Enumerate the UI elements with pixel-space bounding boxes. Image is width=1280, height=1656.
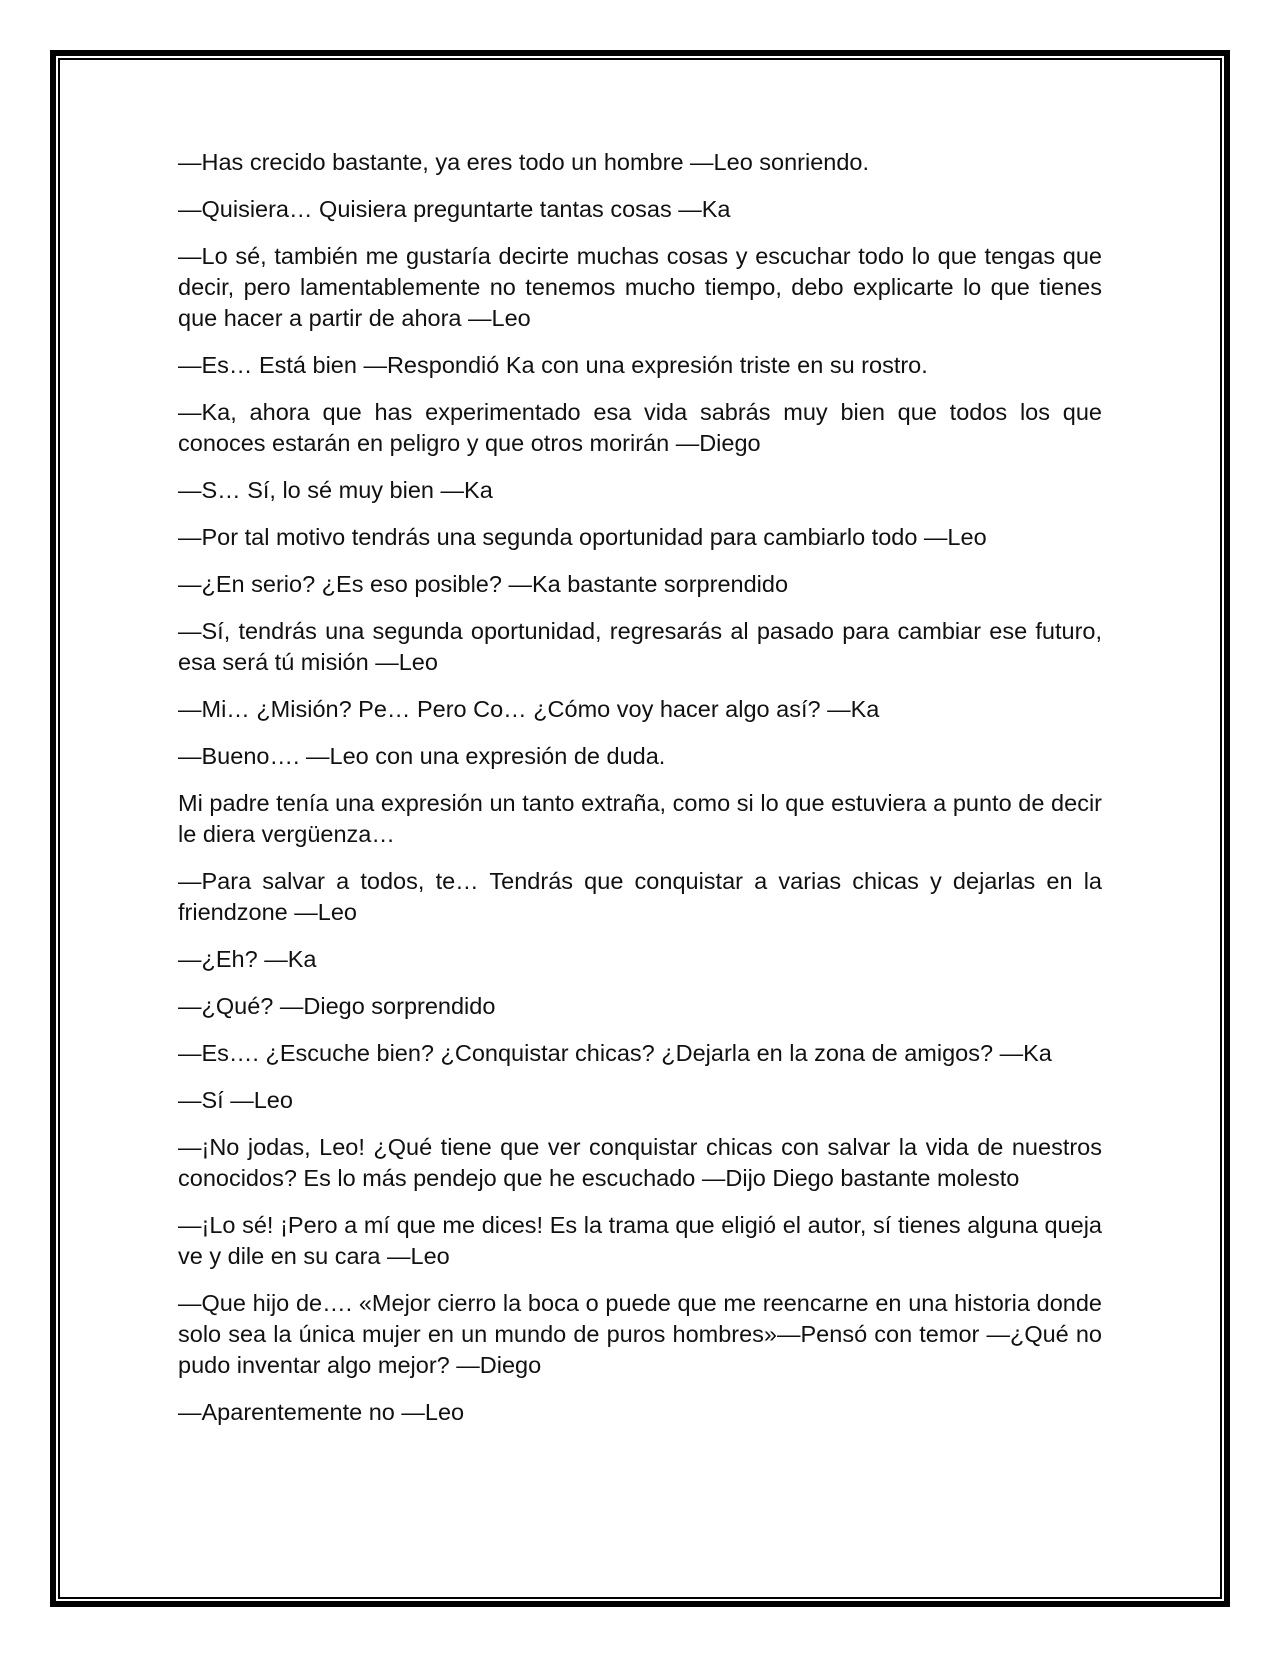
paragraph: —¿En serio? ¿Es eso posible? —Ka bastante sorprendido	[178, 571, 789, 597]
paragraph: —Aparentemente no —Leo	[178, 1399, 465, 1425]
paragraph: —Que hijo de…. «Mejor cierro la boca o puede que me reencarne en una historia donde solo sea la única mujer en un mundo de puros hombres»—Pensó con temor —¿Qué no pudo inventar algo mejor? —Diego	[178, 1290, 1102, 1378]
paragraph: —Es… Está bien —Respondió Ka con una expresión triste en su rostro.	[178, 352, 928, 378]
paragraph: —Mi… ¿Misión? Pe… Pero Co… ¿Cómo voy hacer algo así? —Ka	[178, 696, 880, 722]
paragraph: —Ka, ahora que has experimentado esa vida sabrás muy bien que todos los que conoces estarán en peligro y que otros morirán —Diego	[178, 399, 1102, 456]
paragraph: —¡No jodas, Leo! ¿Qué tiene que ver conquistar chicas con salvar la vida de nuestros conocidos? Es lo más pendejo que he escuchado —Dijo Diego bastante molesto	[178, 1134, 1102, 1191]
paragraph: —Lo sé, también me gustaría decirte muchas cosas y escuchar todo lo que tengas que decir, pero lamentablemente no tenemos mucho tiempo, debo explicarte lo que tienes que hacer a partir de ahora —Leo	[178, 243, 1102, 331]
paragraph: —¿Qué? —Diego sorprendido	[178, 993, 496, 1019]
paragraph: —Bueno…. —Leo con una expresión de duda.	[178, 743, 666, 769]
paragraph: —Para salvar a todos, te… Tendrás que conquistar a varias chicas y dejarlas en la friendzone —Leo	[178, 868, 1102, 925]
paragraph: —Es…. ¿Escuche bien? ¿Conquistar chicas? ¿Dejarla en la zona de amigos? —Ka	[178, 1040, 1052, 1066]
paragraph: Mi padre tenía una expresión un tanto extraña, como si lo que estuviera a punto de decir le diera vergüenza…	[178, 790, 1102, 847]
paragraph: —Sí —Leo	[178, 1087, 293, 1113]
paragraph: —Sí, tendrás una segunda oportunidad, regresarás al pasado para cambiar ese futuro, esa será tú misión —Leo	[178, 618, 1102, 675]
paragraph: —Por tal motivo tendrás una segunda oportunidad para cambiarlo todo —Leo	[178, 524, 987, 550]
paragraph: —¡Lo sé! ¡Pero a mí que me dices! Es la trama que eligió el autor, sí tienes alguna queja ve y dile en su cara —Leo	[178, 1212, 1102, 1269]
paragraph: —S… Sí, lo sé muy bien —Ka	[178, 477, 493, 503]
paragraph: —¿Eh? —Ka	[178, 946, 317, 972]
paragraph: —Quisiera… Quisiera preguntarte tantas cosas —Ka	[178, 196, 731, 222]
paragraph: —Has crecido bastante, ya eres todo un hombre —Leo sonriendo.	[178, 149, 870, 175]
document-body	[178, 147, 1102, 1444]
